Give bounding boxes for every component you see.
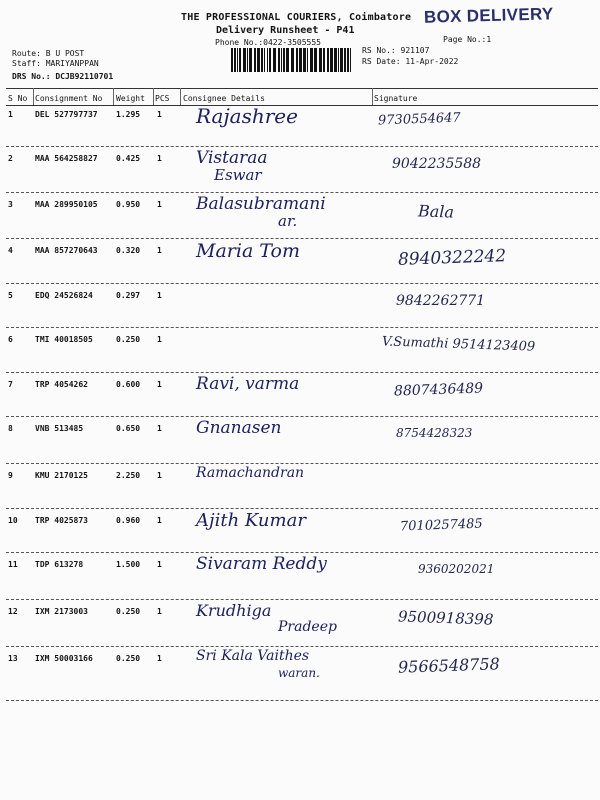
row-pcs: 1 <box>157 607 162 616</box>
row-sno: 10 <box>8 516 18 525</box>
barcode-bar <box>267 48 268 72</box>
row-consignee-name: Vistaraa <box>196 148 268 168</box>
row-sno: 7 <box>8 380 13 389</box>
barcode-bar <box>247 48 248 72</box>
barcode-bar <box>273 48 276 72</box>
column-rule <box>33 88 34 105</box>
barcode-bar <box>239 48 241 72</box>
row-consignment-no: DEL 527797737 <box>35 110 98 119</box>
row-weight: 2.250 <box>116 471 141 480</box>
rs-date: RS Date: 11-Apr-2022 <box>362 57 459 66</box>
row-pcs: 1 <box>157 154 162 163</box>
row-consignment-no: TRP 4025873 <box>35 516 88 525</box>
row-sno: 8 <box>8 424 13 433</box>
table-rule <box>6 238 598 239</box>
column-header-pcs: PCS <box>155 94 170 103</box>
table-rule <box>6 105 598 106</box>
drs-number: DRS No.: DCJB92110701 <box>12 72 114 81</box>
row-weight: 0.250 <box>116 335 141 344</box>
row-consignment-no: TMI 40018505 <box>35 335 93 344</box>
row-sno: 9 <box>8 471 13 480</box>
barcode <box>231 48 355 72</box>
row-weight: 0.320 <box>116 246 141 255</box>
table-rule <box>6 646 598 647</box>
row-consignee-name-line2: waran. <box>278 666 320 680</box>
row-pcs: 1 <box>157 560 162 569</box>
route-label: Route: B U POST <box>12 49 85 58</box>
column-header-consignee: Consignee Details <box>183 94 265 103</box>
barcode-bar <box>319 48 322 72</box>
row-signature: 9360202021 <box>418 562 495 576</box>
barcode-bar <box>296 48 298 72</box>
barcode-bar <box>283 48 285 72</box>
barcode-bar <box>254 48 256 72</box>
row-consignment-no: MAA 564258827 <box>35 154 98 163</box>
table-rule <box>6 88 598 89</box>
row-consignment-no: KMU 2170125 <box>35 471 88 480</box>
column-header-consignment: Consignment No <box>35 94 103 103</box>
row-consignment-no: IXM 50003166 <box>35 654 93 663</box>
row-pcs: 1 <box>157 200 162 209</box>
row-weight: 0.425 <box>116 154 141 163</box>
barcode-bar <box>234 48 236 72</box>
column-rule <box>153 88 154 105</box>
row-sno: 3 <box>8 200 13 209</box>
row-consignment-no: EDQ 24526824 <box>35 291 93 300</box>
table-rule <box>6 508 598 509</box>
barcode-bar <box>330 48 333 72</box>
column-rule <box>180 88 181 105</box>
row-pcs: 1 <box>157 471 162 480</box>
barcode-bar <box>310 48 313 72</box>
row-consignee-name: Gnanasen <box>196 418 282 438</box>
row-consignment-no: VNB 513485 <box>35 424 84 433</box>
barcode-bar <box>269 48 271 72</box>
row-weight: 0.950 <box>116 200 141 209</box>
column-header-sno: S No <box>8 94 28 103</box>
barcode-bar <box>231 48 233 72</box>
row-weight: 0.250 <box>116 607 141 616</box>
barcode-bar <box>334 48 337 72</box>
barcode-bar <box>299 48 302 72</box>
barcode-bar <box>314 48 317 72</box>
barcode-bar <box>264 48 265 72</box>
row-pcs: 1 <box>157 654 162 663</box>
row-consignee-name: Maria Tom <box>196 240 300 262</box>
row-weight: 0.960 <box>116 516 141 525</box>
row-pcs: 1 <box>157 335 162 344</box>
row-pcs: 1 <box>157 110 162 119</box>
row-consignee-name: Ravi, varma <box>196 374 300 394</box>
barcode-bar <box>347 48 349 72</box>
barcode-bar <box>291 48 294 72</box>
phone-number: Phone No.:0422-3505555 <box>215 38 321 47</box>
row-sno: 13 <box>8 654 18 663</box>
row-signature: 8754428323 <box>396 426 473 440</box>
barcode-bar <box>281 48 282 72</box>
company-name: THE PROFESSIONAL COURIERS, Coimbatore <box>181 12 412 23</box>
row-signature: 8940322242 <box>397 246 507 270</box>
row-consignment-no: TRP 4054262 <box>35 380 88 389</box>
row-consignment-no: MAA 857270643 <box>35 246 98 255</box>
table-rule <box>6 283 598 284</box>
table-rule <box>6 552 598 553</box>
row-consignee-name-line2: Eswar <box>214 166 262 184</box>
column-header-signature: Signature <box>374 94 418 103</box>
row-consignment-no: IXM 2173003 <box>35 607 88 616</box>
row-pcs: 1 <box>157 516 162 525</box>
row-consignee-name-line2: Pradeep <box>278 619 337 635</box>
box-delivery-stamp: BOX DELIVERY <box>423 4 554 27</box>
barcode-bar <box>243 48 246 72</box>
row-signature: 9566548758 <box>397 654 501 677</box>
row-weight: 0.297 <box>116 291 141 300</box>
row-consignment-no: TDP 613278 <box>35 560 84 569</box>
row-sno: 1 <box>8 110 13 119</box>
barcode-bar <box>323 48 325 72</box>
barcode-bar <box>249 48 252 72</box>
row-sno: 11 <box>8 560 18 569</box>
row-pcs: 1 <box>157 380 162 389</box>
barcode-bar <box>327 48 329 72</box>
row-pcs: 1 <box>157 291 162 300</box>
table-rule <box>6 599 598 600</box>
row-signature: V.Sumathi 9514123409 <box>381 334 536 355</box>
row-weight: 1.500 <box>116 560 141 569</box>
row-signature: 9042235588 <box>392 156 482 172</box>
barcode-bar <box>303 48 306 72</box>
row-consignee-name-line2: ar. <box>278 212 298 230</box>
row-sno: 2 <box>8 154 13 163</box>
row-sno: 5 <box>8 291 13 300</box>
row-consignee-name: Krudhiga <box>196 601 272 620</box>
row-signature: 9500918398 <box>397 607 494 629</box>
barcode-bar <box>307 48 308 72</box>
row-consignee-name: Sri Kala Vaithes <box>196 648 310 664</box>
row-weight: 0.650 <box>116 424 141 433</box>
runsheet-title: Delivery Runsheet - P41 <box>216 25 355 36</box>
page-number: Page No.:1 <box>443 35 492 44</box>
row-signature: 8807436489 <box>393 380 484 400</box>
row-consignee-name: Rajashree <box>196 104 298 128</box>
row-consignee-name: Ajith Kumar <box>196 510 306 531</box>
barcode-bar <box>344 48 346 72</box>
column-rule <box>113 88 114 105</box>
table-rule <box>6 192 598 193</box>
barcode-bar <box>350 48 351 72</box>
barcode-bar <box>338 48 339 72</box>
row-pcs: 1 <box>157 246 162 255</box>
row-signature: 7010257485 <box>399 516 483 535</box>
row-consignment-no: MAA 289950105 <box>35 200 98 209</box>
row-consignee-name: Ramachandran <box>196 465 305 481</box>
row-pcs: 1 <box>157 424 162 433</box>
barcode-bar <box>278 48 280 72</box>
barcode-bar <box>286 48 289 72</box>
table-rule <box>6 463 598 464</box>
row-consignee-name: Balasubramani <box>196 194 326 214</box>
rs-number: RS No.: 921107 <box>362 46 430 55</box>
table-rule <box>6 416 598 417</box>
barcode-bar <box>257 48 260 72</box>
row-signature: 9730554647 <box>377 110 461 129</box>
column-header-weight: Weight <box>116 94 145 103</box>
barcode-bar <box>261 48 263 72</box>
row-sno: 12 <box>8 607 18 616</box>
table-rule <box>6 700 598 701</box>
row-consignee-name: Sivaram Reddy <box>196 554 327 574</box>
row-sno: 4 <box>8 246 13 255</box>
row-weight: 0.250 <box>116 654 141 663</box>
table-rule <box>6 146 598 147</box>
row-sno: 6 <box>8 335 13 344</box>
staff-label: Staff: MARIYANPPAN <box>12 59 99 68</box>
table-rule <box>6 372 598 373</box>
column-rule <box>372 88 373 105</box>
barcode-bar <box>237 48 238 72</box>
table-rule <box>6 327 598 328</box>
row-weight: 0.600 <box>116 380 141 389</box>
row-weight: 1.295 <box>116 110 141 119</box>
row-signature: Bala <box>417 201 455 222</box>
barcode-bar <box>340 48 343 72</box>
row-signature: 9842262771 <box>396 293 486 309</box>
